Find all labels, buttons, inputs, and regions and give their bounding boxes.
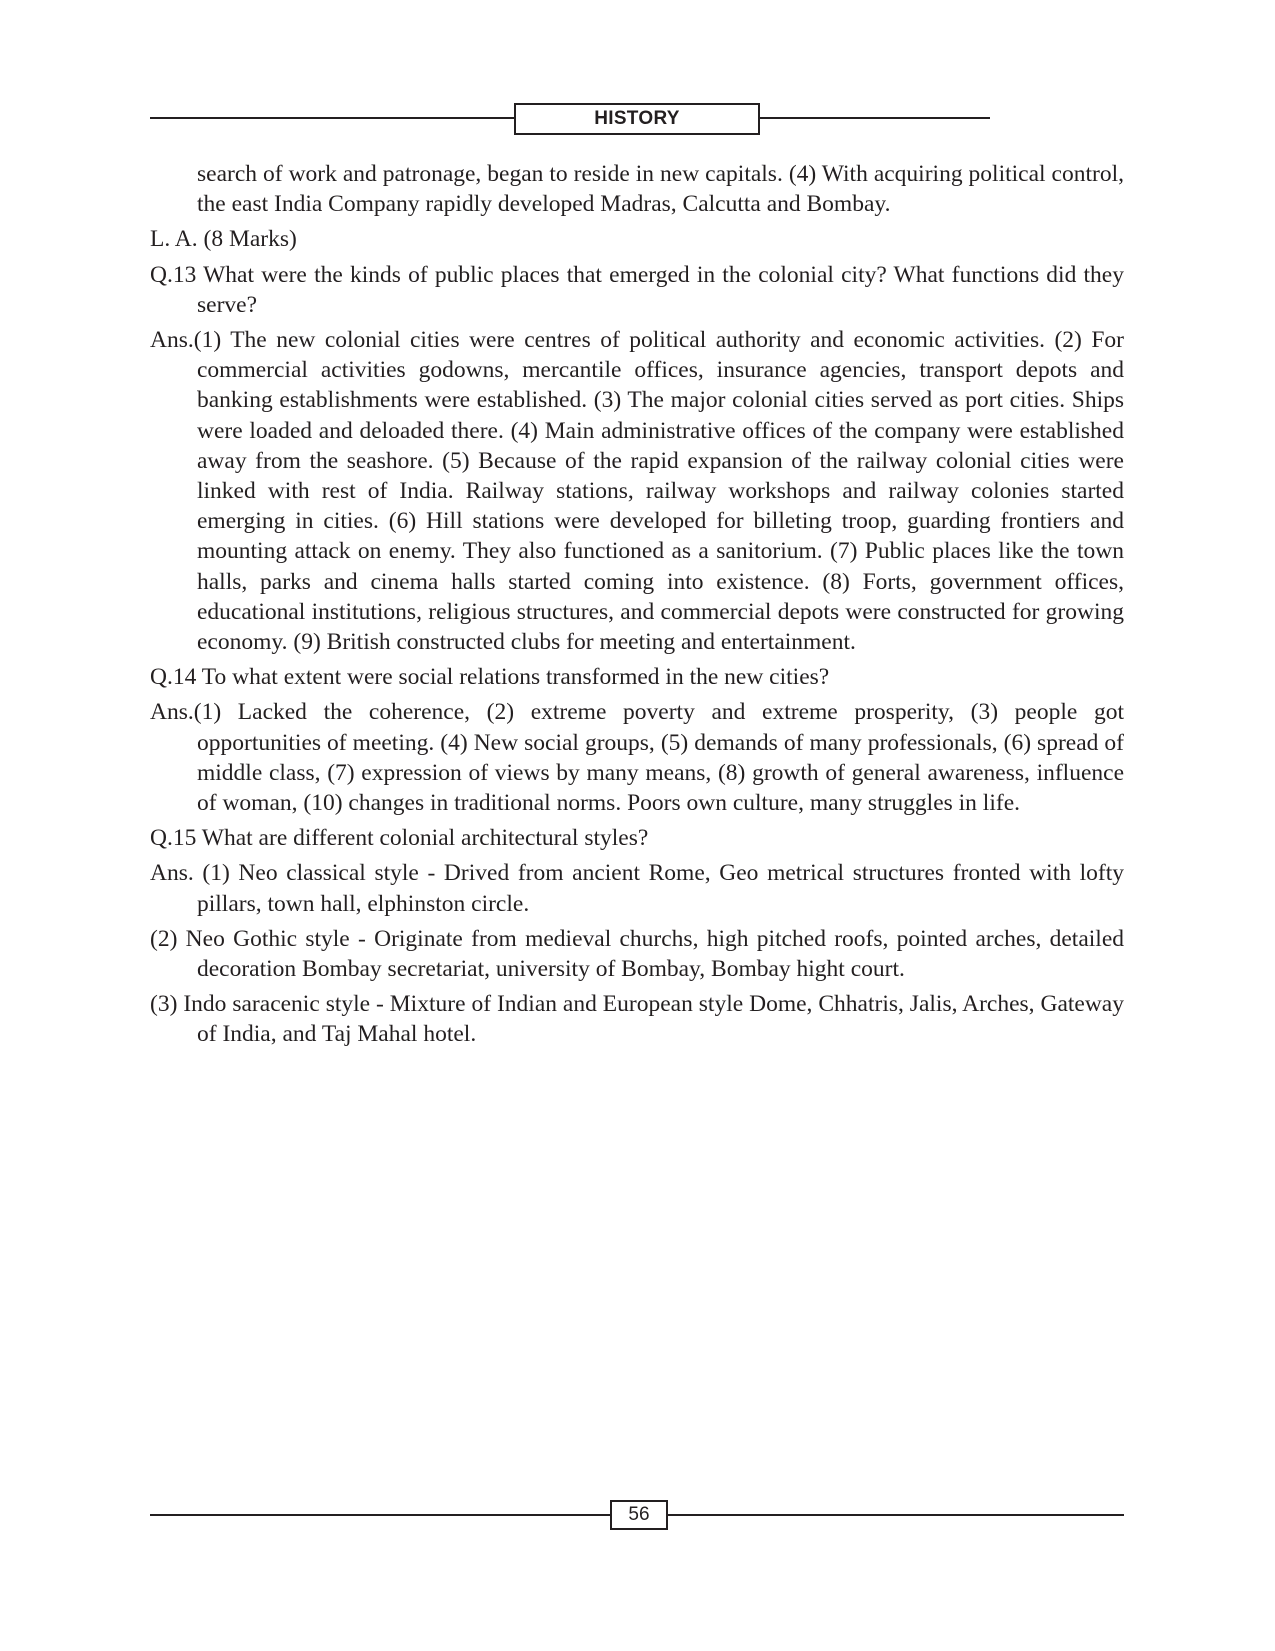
question-13: Q.13 What were the kinds of public places that emerged in the colonial city? What functions did they serve? [150, 261, 1124, 318]
section-heading-long-answer: L. A. (8 Marks) [150, 226, 297, 253]
page-number: 56 [610, 1500, 668, 1530]
page-body [150, 159, 1124, 1055]
answer-15-part-1: Ans. (1) Neo classical style - Drived from ancient Rome, Geo metrical structures fronted with lofty pillars, town hall, elphinston circle. [150, 860, 1124, 917]
answer-14: Ans.(1) Lacked the coherence, (2) extreme poverty and extreme prosperity, (3) people got opportunities of meeting. (4) New social groups, (5) demands of many professionals, (6) spread of middle class, (7) expression of views by many means, (8) growth of general awareness, influence of woman, (10) changes in traditional norms. Poors own culture, many struggles in life. [150, 699, 1124, 817]
header-title: HISTORY [514, 103, 760, 135]
footer-rule-right [668, 1514, 1124, 1516]
answer-15-part-2: (2) Neo Gothic style - Originate from medieval churchs, high pitched roofs, pointed arches, detailed decoration Bombay secretariat, university of Bombay, Bombay hight court. [150, 925, 1124, 983]
footer-rule-left [150, 1514, 610, 1516]
continued-paragraph: search of work and patronage, began to reside in new capitals. (4) With acquiring political control, the east India Company rapidly developed Madras, Calcutta and Bombay. [197, 161, 1124, 218]
answer-13: Ans.(1) The new colonial cities were centres of political authority and economic activities. (2) For commercial activities godowns, mercantile offices, insurance agencies, transport depots and banking establishments were established. (3) The major colonial cities served as port cities. Ships were loaded and deloaded there. (4) Main administrative offices of the company were established away from the seashore. (5) Because of the rapid expansion of the railway colonial cities were linked with rest of India. Railway stations, railway workshops and railway colonies started emerging in cities. (6) Hill stations were developed for billeting troop, guarding frontiers and mounting attack on enemy. They also functioned as a sanitorium. (7) Public places like the town halls, parks and cinema halls started coming into existence. (8) Forts, government offices, educational institutions, religious structures, and commercial depots were constructed for growing economy. (9) British constructed clubs for meeting and entertainment. [150, 327, 1124, 656]
question-14: Q.14 To what extent were social relations transformed in the new cities? [150, 664, 830, 691]
answer-15-part-3: (3) Indo saracenic style - Mixture of Indian and European style Dome, Chhatris, Jalis, Arches, Gateway of India, and Taj Mahal hotel. [150, 991, 1124, 1048]
header-rule-left [150, 117, 514, 119]
header-rule-right [760, 117, 990, 119]
question-15: Q.15 What are different colonial architectural styles? [150, 825, 649, 852]
page-footer [150, 1500, 1124, 1532]
page-header [150, 103, 990, 137]
